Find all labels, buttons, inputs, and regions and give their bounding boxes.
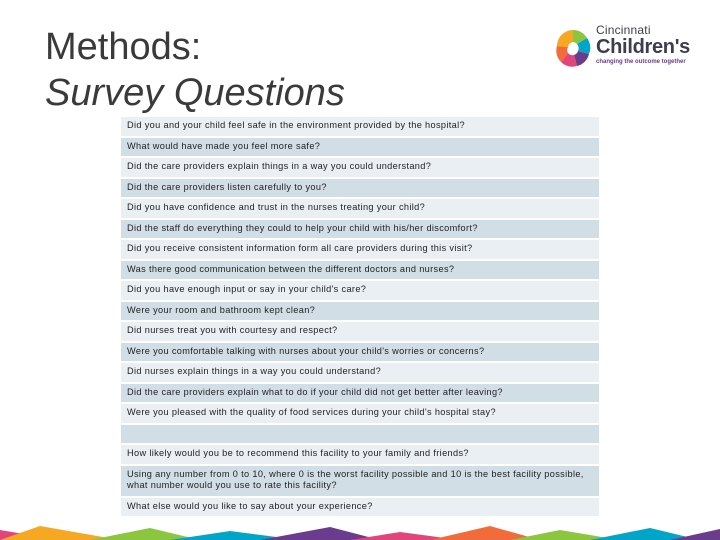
survey-questions-table bbox=[121, 117, 599, 518]
question-row: Did the care providers explain things in a way you could understand? bbox=[121, 158, 599, 179]
question-row: Were your room and bathroom kept clean? bbox=[121, 302, 599, 322]
question-row: Did the staff do everything they could to help your child with his/her discomfort? bbox=[121, 220, 599, 240]
question-row: Did you and your child feel safe in the environment provided by the hospital? bbox=[121, 117, 599, 138]
slide-title-line1: Methods: bbox=[45, 26, 202, 68]
logo-wordmark bbox=[596, 24, 690, 66]
question-row: How likely would you be to recommend this facility to your family and friends? bbox=[121, 445, 599, 466]
question-row: Did the care providers listen carefully to you? bbox=[121, 179, 599, 199]
decorative-color-stripe bbox=[0, 526, 720, 540]
question-row: Was there good communication between the different doctors and nurses? bbox=[121, 261, 599, 281]
question-row: Did the care providers explain what to do if your child did not get better after leaving? bbox=[121, 384, 599, 404]
logo-tagline: changing the outcome together bbox=[596, 59, 686, 65]
logo-city: Cincinnati bbox=[596, 23, 651, 37]
slide-title-line2: Survey Questions bbox=[45, 72, 345, 114]
question-row: Using any number from 0 to 10, where 0 is the worst facility possible and 10 is the best facility possible, what number would you use to rate this facility? bbox=[121, 466, 599, 498]
question-row: Did you have confidence and trust in the nurses treating your child? bbox=[121, 199, 599, 220]
logo-name: Children's bbox=[596, 36, 690, 58]
question-row: Were you comfortable talking with nurses about your child's worries or concerns? bbox=[121, 343, 599, 363]
cincinnati-childrens-logo bbox=[553, 24, 703, 76]
question-row: What would have made you feel more safe? bbox=[121, 138, 599, 158]
question-row: Did you receive consistent information form all care providers during this visit? bbox=[121, 240, 599, 261]
question-row: Were you pleased with the quality of food services during your child's hospital stay? bbox=[121, 404, 599, 425]
pinwheel-logo-icon bbox=[553, 26, 593, 74]
question-row: Did you have enough input or say in your child's care? bbox=[121, 281, 599, 302]
slide-title bbox=[45, 24, 345, 116]
empty-row bbox=[121, 425, 599, 445]
question-row: Did nurses explain things in a way you could understand? bbox=[121, 363, 599, 384]
question-row: Did nurses treat you with courtesy and respect? bbox=[121, 322, 599, 343]
question-row: What else would you like to say about your experience? bbox=[121, 498, 599, 518]
